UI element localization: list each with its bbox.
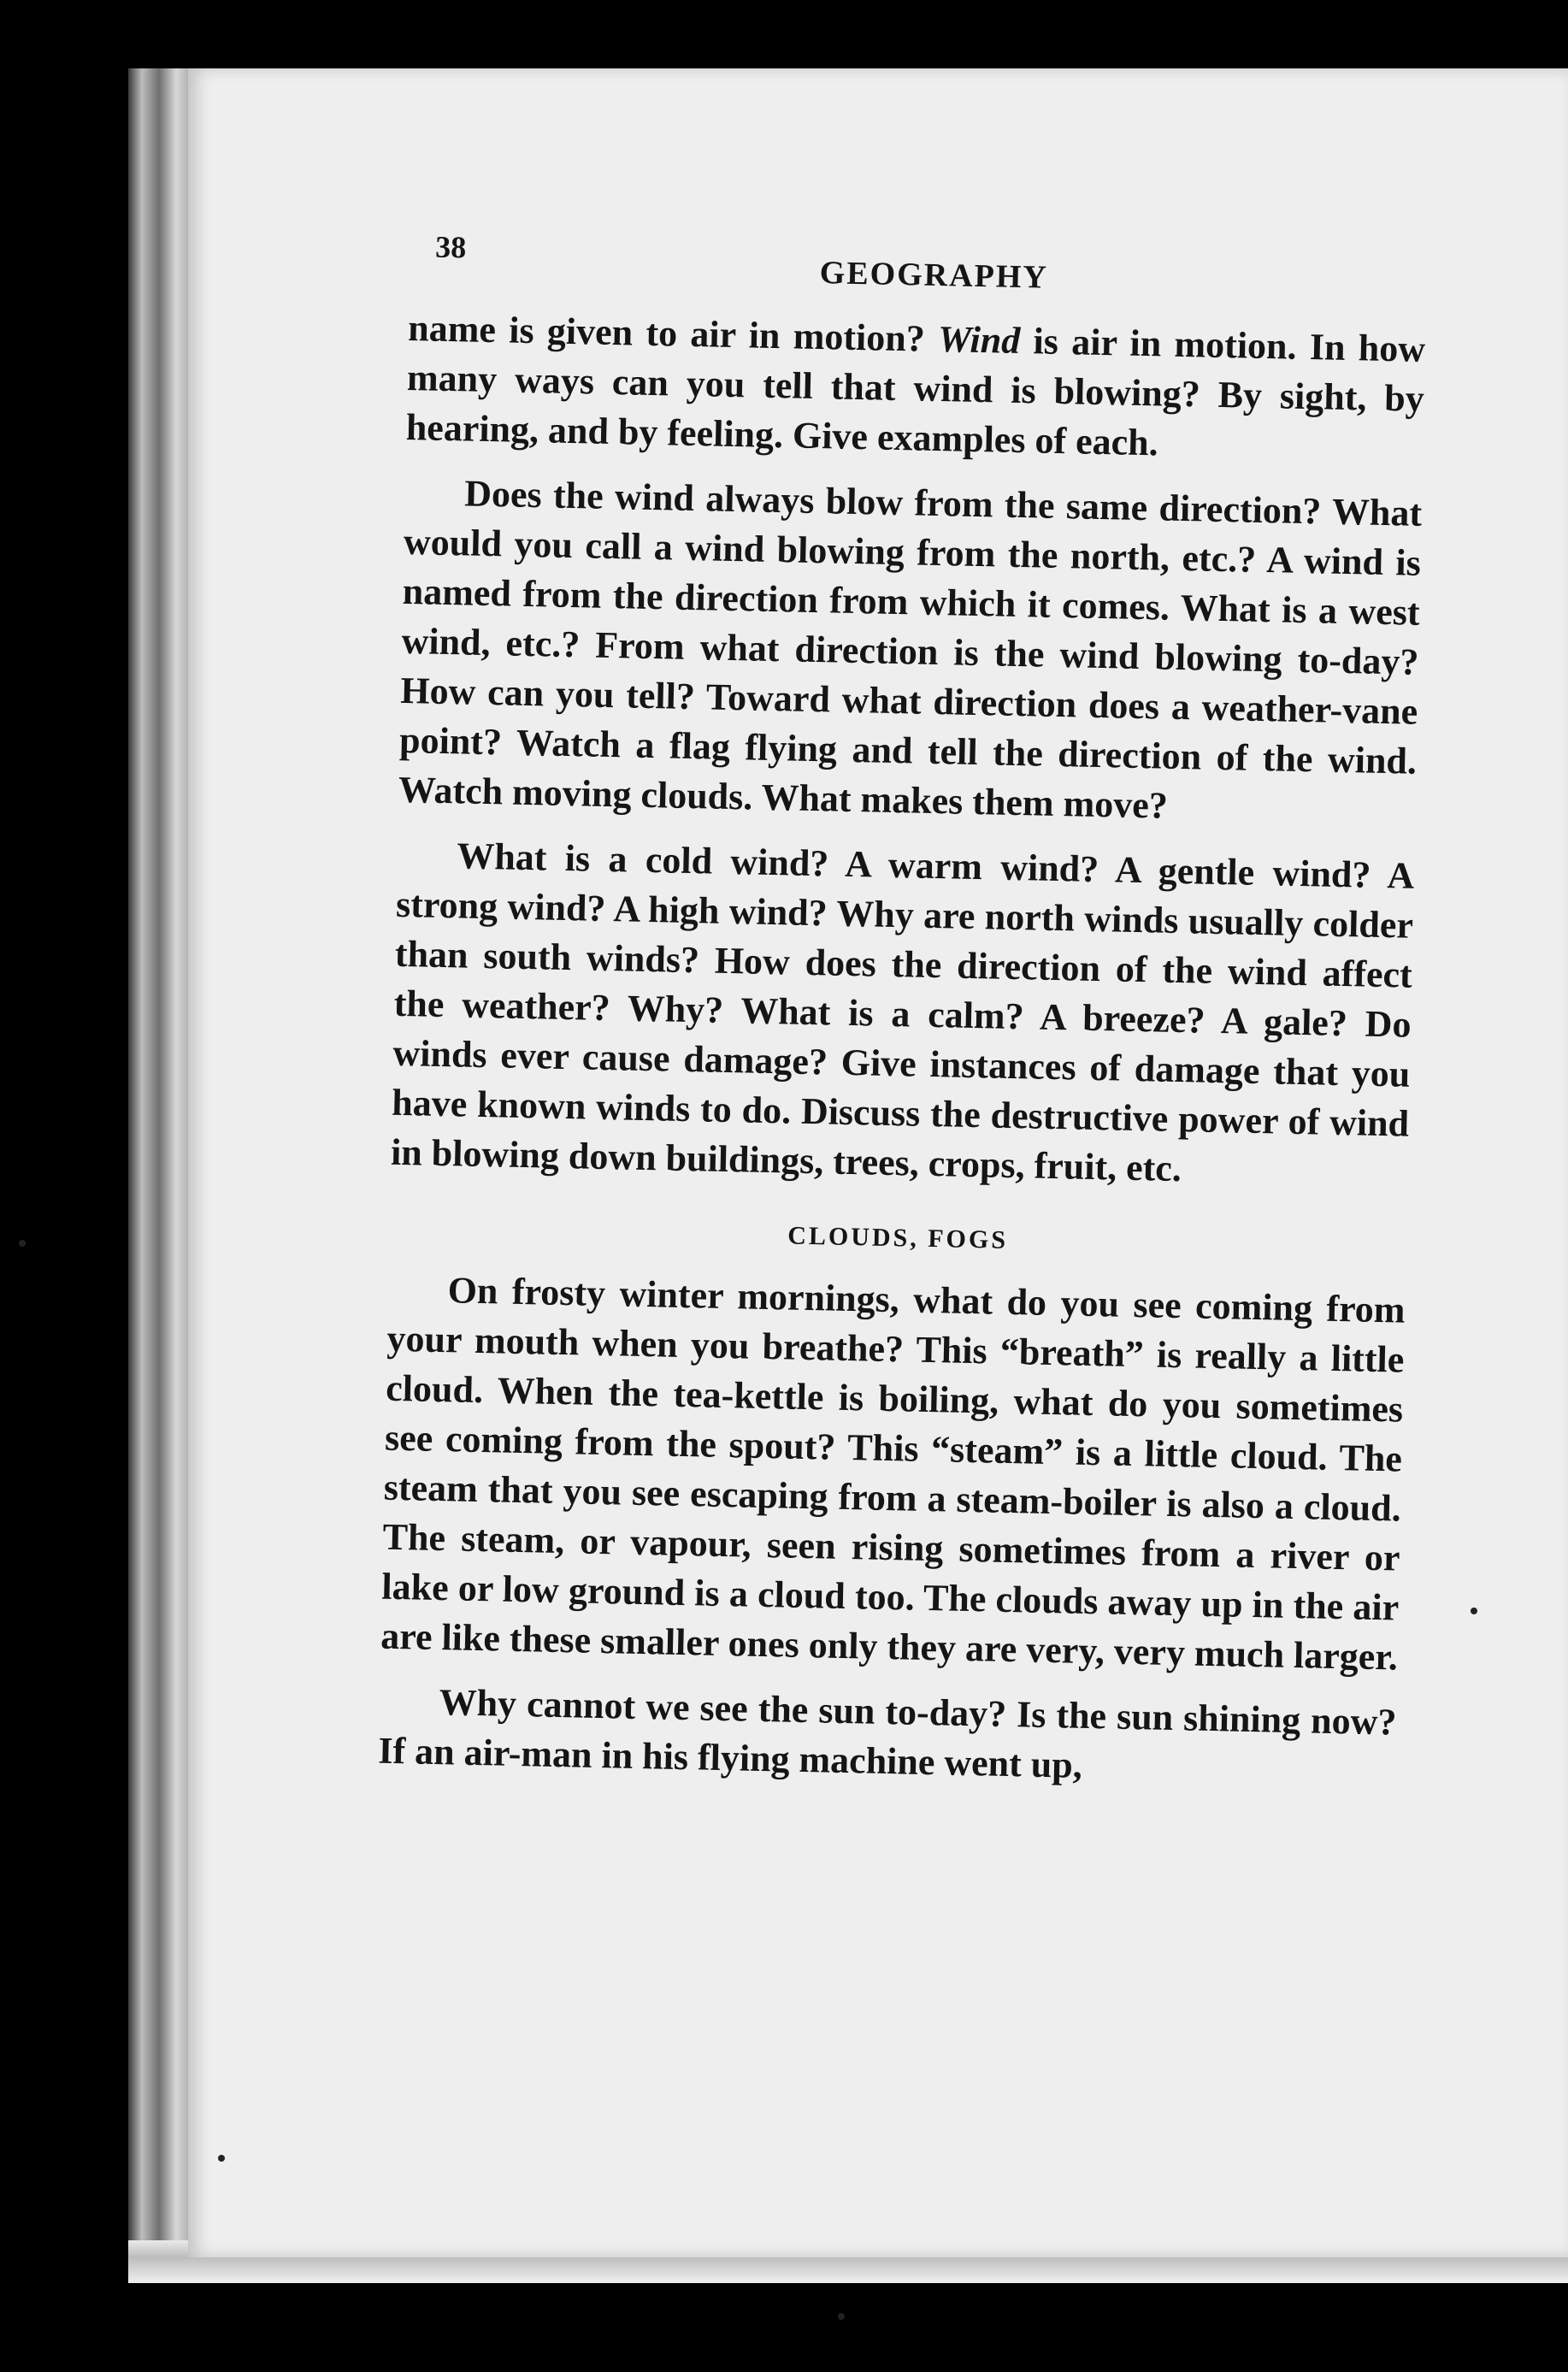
- paragraph-text-after: is air in motion. In how many ways can you tell that wind is blowing? By sight, by hearing, and by feeling. Give examples of each.: [405, 319, 1426, 464]
- page-number: 38: [434, 229, 467, 265]
- scan-speck: [19, 1240, 26, 1247]
- paragraph-clouds: On frosty winter mornings, what do you see coming from your mouth when you breathe? This “breath” is really a little cloud. When the tea-kettle is boiling, what do you sometimes see coming from the spout? This “steam” is a little cloud. The steam that you see escaping from a steam-boiler is also a cloud. The steam, or vapour, seen rising sometimes from a river or lake or low ground is a cloud too. The clouds away up in the air are like these smaller ones only they are very, very much larger.: [380, 1269, 1406, 1679]
- page-content: [377, 218, 1427, 1813]
- paragraph-wind-definition: [405, 304, 1425, 474]
- book-spine-edge: [128, 68, 197, 2275]
- running-title: GEOGRAPHY: [819, 255, 1049, 296]
- paragraph-sun: Why cannot we see the sun to-day? Is the sun shining now? If an air-man in his flying machine went up,: [377, 1681, 1397, 1786]
- book-page: [188, 68, 1568, 2257]
- scan-speck: [838, 2313, 845, 2320]
- scan-speck: [1471, 1608, 1477, 1614]
- section-heading-clouds-fogs: CLOUDS, FOGS: [787, 1221, 1009, 1254]
- italic-term-wind: Wind: [937, 317, 1021, 362]
- running-head: [434, 219, 1428, 316]
- scan-speck: [218, 2155, 225, 2162]
- paragraph-wind-types: What is a cold wind? A warm wind? A gentle wind? A strong wind? A high wind? Why are north winds usually colder than south winds? How does the direction of the wind affect the weather? Why? What is a calm? A breeze? A gale? Do winds ever cause damage? Give instances of damage that you have known winds to do. Discuss the destructive power of wind in blowing down buildings, trees, crops, fruit, etc.: [390, 835, 1415, 1190]
- paragraph-wind-direction: Does the wind always blow from the same direction? What would you call a wind blowing from the north, etc.? A wind is named from the direction from which it comes. What is a west wind, etc.? From what direction is the wind blowing to-day? How can you tell? Toward what direction does a weather-vane point? Watch a flag flying and tell the direction of the wind. Watch moving clouds. What makes them move?: [398, 472, 1423, 827]
- paragraph-text-before: name is given to air in motion?: [407, 306, 939, 360]
